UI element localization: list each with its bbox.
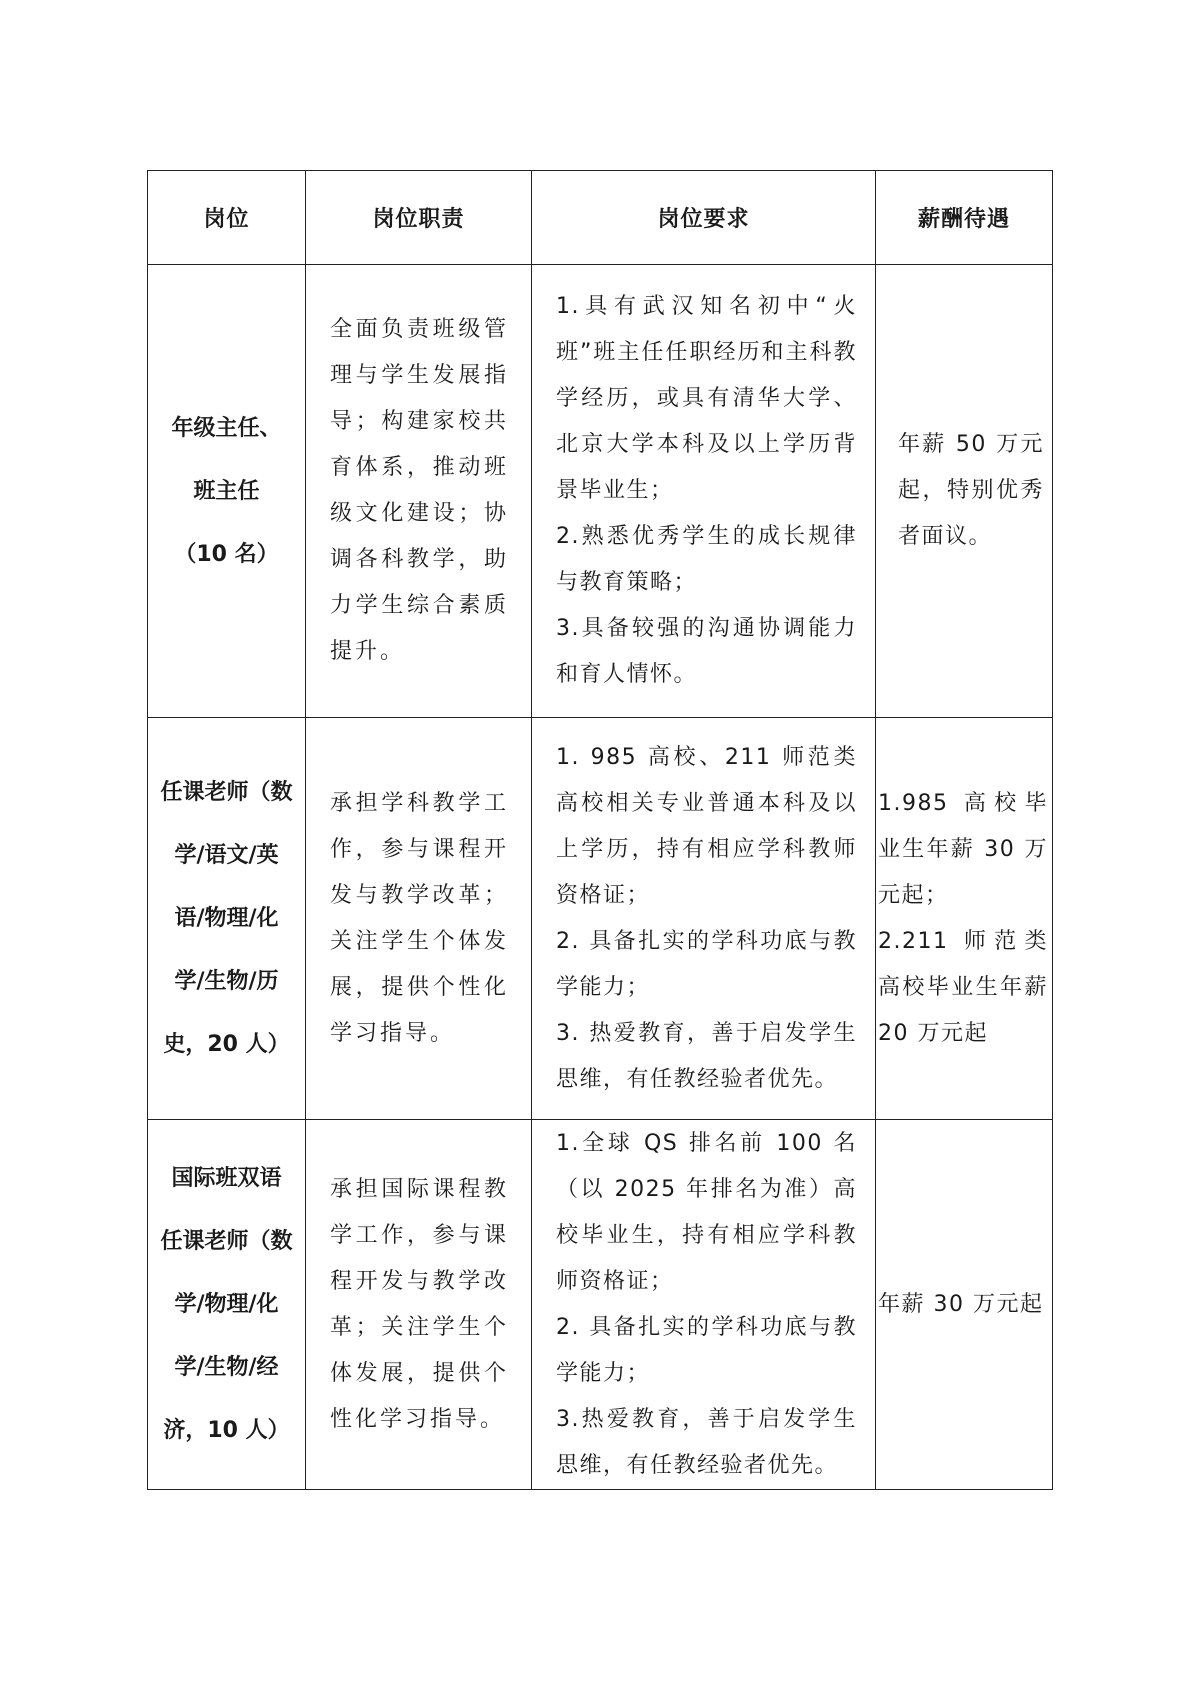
requirements-text: 1. 985 高校、211 师范类高校相关专业普通本科及以上学历，持有相应学科教师资格证； 2. 具备扎实的学科功底与教学能力； 3. 热爱教育，善于启发学生思维，有任教经验者优先。 xyxy=(556,744,857,1092)
header-position: 岗位 xyxy=(148,171,306,265)
cell-salary xyxy=(876,265,1053,718)
cell-position xyxy=(148,1120,306,1490)
cell-duties xyxy=(306,1120,532,1490)
cell-position xyxy=(148,718,306,1120)
cell-position xyxy=(148,265,306,718)
cell-duties xyxy=(306,265,532,718)
cell-requirements xyxy=(532,718,876,1120)
position-text: 任课老师（数 学/语文/英 语/物理/化 学/生物/历 史，20 人） xyxy=(160,780,293,1057)
cell-salary xyxy=(876,1120,1053,1490)
table-row xyxy=(148,718,1053,1120)
position-text: 年级主任、 班主任 （10 名） xyxy=(171,415,282,567)
cell-requirements xyxy=(532,265,876,718)
requirements-text: 1.全球 QS 排名前 100 名（以 2025 年排名为准）高校毕业生，持有相应学科教师资格证； 2. 具备扎实的学科功底与教学能力； 3.热爱教育，善于启发学生思维，有任教经验者优先。 xyxy=(556,1130,857,1478)
table-header-row xyxy=(148,171,1053,265)
header-salary: 薪酬待遇 xyxy=(876,171,1053,265)
table-row xyxy=(148,1120,1053,1490)
cell-requirements xyxy=(532,1120,876,1490)
job-table xyxy=(147,170,1053,1490)
salary-text: 年薪 50 万元起，特别优秀者面议。 xyxy=(898,432,1044,549)
salary-text: 1.985 高校毕业生年薪 30 万元起； 2.211 师范类高校毕业生年薪 20 万元起 xyxy=(878,790,1048,1046)
cell-salary xyxy=(876,718,1053,1120)
header-duties: 岗位职责 xyxy=(306,171,532,265)
duties-text: 承担学科教学工作，参与课程开发与教学改革；关注学生个体发展，提供个性化学习指导。 xyxy=(330,790,509,1046)
cell-duties xyxy=(306,718,532,1120)
requirements-text: 1.具有武汉知名初中“火班”班主任任职经历和主科教学经历，或具有清华大学、北京大学本科及以上学历背景毕业生； 2.熟悉优秀学生的成长规律与教育策略； 3.具备较强的沟通协调能力和育人情怀。 xyxy=(556,294,857,687)
duties-text: 全面负责班级管理与学生发展指导；构建家校共育体系，推动班级文化建设；协调各科教学，助力学生综合素质提升。 xyxy=(330,317,509,664)
salary-text: 年薪 30 万元起 xyxy=(878,1291,1044,1317)
table-row xyxy=(148,265,1053,718)
duties-text: 承担国际课程教学工作，参与课程开发与教学改革；关注学生个体发展，提供个性化学习指导。 xyxy=(330,1176,509,1432)
position-text: 国际班双语 任课老师（数 学/物理/化 学/生物/经 济，10 人） xyxy=(160,1166,293,1443)
header-requirements: 岗位要求 xyxy=(532,171,876,265)
